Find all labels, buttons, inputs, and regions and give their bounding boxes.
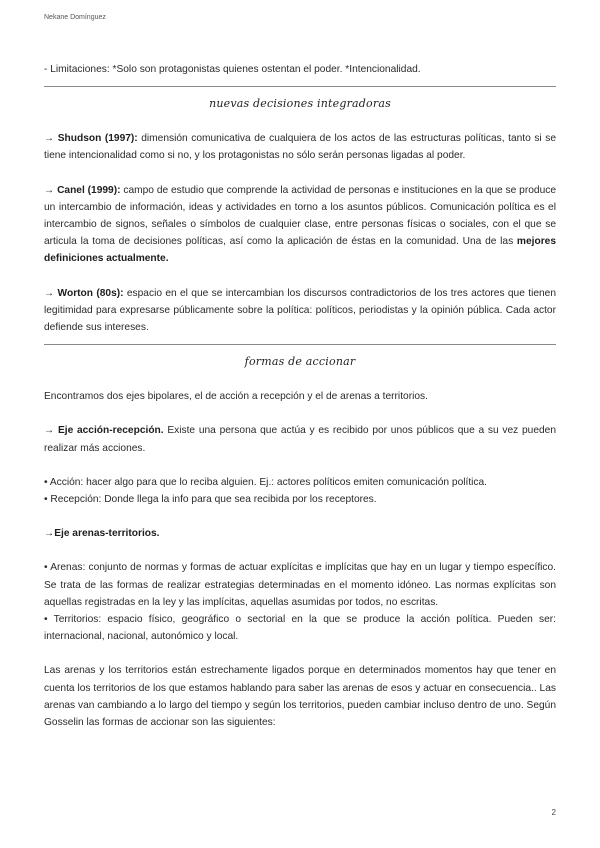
intro-paragraph: Encontramos dos ejes bipolares, el de acción a recepción y el de arenas a territorios. bbox=[44, 391, 428, 403]
definition-text: dimensión comunicativa de cualquiera de los actos de las estructuras políticas, tanto si se tiene intencionalidad como si no, y los protagonistas no sólo serán personas ligadas al poder. bbox=[44, 133, 556, 162]
document-body bbox=[44, 61, 556, 731]
definition-worton bbox=[44, 285, 556, 337]
definition-text: campo de estudio que comprende la actividad de personas e instituciones en la que se produce un intercambio de información, ideas y actividades en torno a los asuntos públicos. Comunicación política es el intercambio de signos, señales o símbolos de cualquier clase, entre personas físicas o sociales, con el que se articula la toma de decisiones políticas, así como la aplicación de éstas en la comunidad. Una de las bbox=[44, 184, 556, 248]
eje-title: Eje acción-recepción. bbox=[57, 425, 164, 437]
arrow-icon: → bbox=[44, 528, 55, 540]
eje-arenas-territorios bbox=[44, 525, 556, 542]
limitations-line: - Limitaciones: *Solo son protagonistas quienes ostentan el poder. *Intencionalidad. bbox=[44, 64, 421, 75]
definition-text: espacio en el que se intercambian los discursos contradictorios de los tres actores que tienen legitimidad para expresarse públicamente sobre la política: políticos, periodistas y la opinión pública. Cada actor defiende sus intereses. bbox=[44, 287, 556, 334]
page-number: 2 bbox=[551, 808, 556, 817]
bullet-arenas: • Arenas: conjunto de normas y formas de actuar explícitas e implícitas que hay en un lugar y tiempo específico. Se trata de las formas de realizar estrategias determinadas en el momento idóneo. Las normas explícitas son aquellas registradas en la ley y las implícitas, aquellas asumidas por todos, no escritas. bbox=[44, 562, 556, 608]
bullet-territorios: • Territorios: espacio físico, geográfico o sectorial en la que se produce la acción política. Pueden ser: internacional, nacional, autonómico y local. bbox=[44, 614, 556, 643]
arrow-icon: → bbox=[44, 425, 58, 437]
closing-paragraph: Las arenas y los territorios están estrechamente ligados porque en determinados momentos hay que tener en cuenta los territorios de los que estamos hablando para saber las arenas de esos y actuar en consecuencia.. Las arenas van cambiando a lo largo del tiempo y según los territorios, pueden cambiar incluso dentro de uno. Según Gosselin las formas de accionar son las siguientes: bbox=[44, 665, 556, 729]
arrow-icon: → bbox=[44, 133, 58, 145]
eje-accion-recepcion bbox=[44, 422, 556, 456]
arrow-icon: → bbox=[44, 184, 58, 196]
section-divider bbox=[44, 86, 556, 87]
section-divider bbox=[44, 344, 556, 345]
author-worton: Worton (80s): bbox=[57, 287, 124, 299]
definition-canel bbox=[44, 182, 556, 268]
bullet-accion: • Acción: hacer algo para que lo reciba alguien. Ej.: actores políticos emiten comunicación política. bbox=[44, 476, 488, 488]
author-shudson: Shudson (1997): bbox=[57, 133, 138, 145]
section-title-formas: formas de accionar bbox=[244, 355, 356, 369]
author-canel: Canel (1999): bbox=[57, 184, 121, 196]
eje-text: Existe una persona que actúa y es recibido por unos públicos que a su vez pueden realizar más acciones. bbox=[44, 425, 556, 454]
page-header-author: Nekane Domínguez bbox=[44, 14, 106, 21]
emphasis-text: mejores definiciones actualmente. bbox=[44, 236, 556, 265]
bullet-recepcion: • Recepción: Donde llega la info para que sea recibida por los receptores. bbox=[44, 494, 377, 506]
arrow-icon: → bbox=[44, 287, 58, 299]
eje-title: Eje arenas-territorios. bbox=[54, 528, 160, 540]
section-title-integradoras: nuevas decisiones integradoras bbox=[209, 97, 391, 111]
definition-shudson bbox=[44, 130, 556, 164]
